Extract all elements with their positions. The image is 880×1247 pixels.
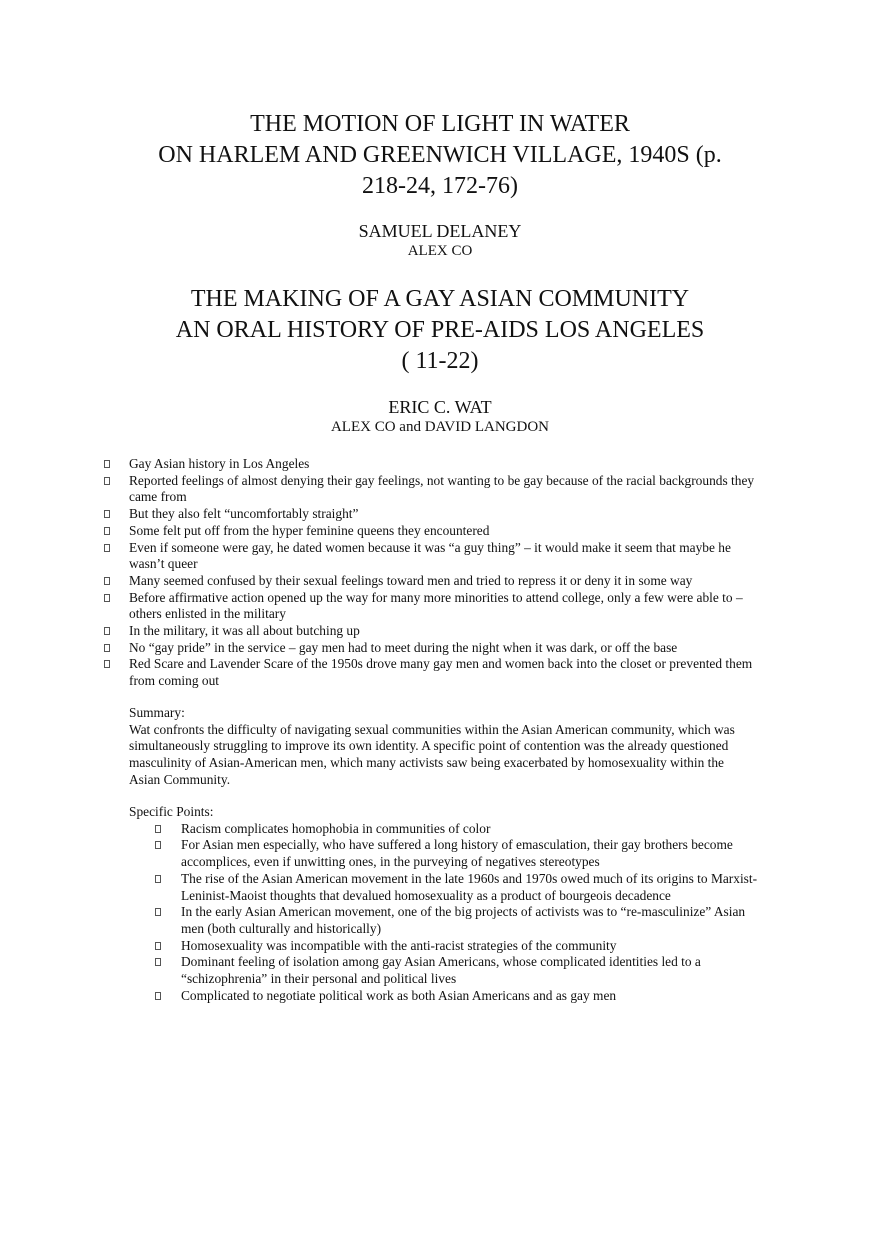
list-item: [104, 540, 764, 573]
list-item: [104, 573, 764, 590]
bullet-text: Some felt put off from the hyper feminine queens they encountered: [129, 522, 490, 538]
list-item: [104, 640, 764, 657]
bullet-box-icon: [155, 875, 161, 883]
bullet-box-icon: [104, 627, 110, 635]
bullet-box-icon: [104, 477, 110, 485]
author-2: ERIC C. WAT: [388, 397, 492, 417]
bullet-box-icon: [155, 825, 161, 833]
summary-text: Wat confronts the difficulty of navigating sexual communities within the Asian American community, which was simultaneously struggling to improve its own identity. A specific point of contention was the already questioned masculinity of Asian-American men, which many activists saw being exacerbated by homosexuality within the Asian Community.: [129, 721, 735, 787]
bullet-text: Many seemed confused by their sexual feelings toward men and tried to repress it or deny it in some way: [129, 572, 693, 588]
title-2-line: ( 11-22): [401, 348, 479, 374]
bullet-box-icon: [155, 841, 161, 849]
bullet-box-icon: [104, 594, 110, 602]
list-item: [155, 988, 769, 1005]
title-1-line: ON HARLEM AND GREENWICH VILLAGE, 1940S (p.: [158, 142, 722, 168]
bullet-box-icon: [104, 644, 110, 652]
list-item: [155, 954, 769, 987]
list-item: [104, 523, 764, 540]
list-item: [104, 473, 764, 506]
specific-point-text: Dominant feeling of isolation among gay Asian Americans, whose complicated identities led to a “schizophrenia” in their personal and political lives: [181, 954, 701, 987]
bullet-box-icon: [104, 544, 110, 552]
title-1-line: 218-24, 172-76): [362, 173, 518, 199]
bullet-text: Gay Asian history in Los Angeles: [129, 456, 310, 471]
bullet-text: Even if someone were gay, he dated women because it was “a guy thing” – it would make it seem that maybe he wasn’t queer: [129, 539, 731, 572]
specific-point-text: Homosexuality was incompatible with the anti-racist strategies of the community: [181, 937, 617, 953]
bullet-text: But they also felt “uncomfortably straight”: [129, 506, 359, 522]
bullet-box-icon: [104, 510, 110, 518]
specific-point-text: Racism complicates homophobia in communities of color: [181, 820, 491, 836]
notes-bullet-list: [104, 456, 764, 690]
specific-point-text: The rise of the Asian American movement in the late 1960s and 1970s owed much of its origins to Marxist-Leninist-Maoist thoughts that devalued homosexuality as a product of bourgeois decadence: [181, 870, 758, 903]
summary-section: [129, 705, 749, 789]
presenter-2: ALEX CO and DAVID LANGDON: [330, 419, 550, 435]
list-item: [104, 456, 764, 473]
list-item: [155, 821, 769, 838]
specific-points-label: Specific Points:: [129, 804, 214, 819]
summary-label: Summary:: [129, 705, 185, 720]
presenter-1: ALEX CO: [407, 243, 473, 259]
bullet-box-icon: [104, 460, 110, 468]
list-item: [104, 623, 764, 640]
list-item: [104, 590, 764, 623]
list-item: [104, 656, 764, 689]
specific-point-text: For Asian men especially, who have suffered a long history of emasculation, their gay brothers become accomplices, even if unwitting ones, in the purveying of negatives stereotypes: [181, 837, 733, 870]
title-1-line: THE MOTION OF LIGHT IN WATER: [250, 111, 630, 137]
list-item: [104, 506, 764, 523]
list-item: [155, 837, 769, 870]
bullet-text: In the military, it was all about butching up: [129, 623, 360, 639]
specific-points-list: [155, 821, 769, 1005]
bullet-box-icon: [155, 942, 161, 950]
author-1: SAMUEL DELANEY: [358, 221, 522, 241]
bullet-box-icon: [155, 958, 161, 966]
title-2-line: AN ORAL HISTORY OF PRE-AIDS LOS ANGELES: [175, 317, 705, 343]
bullet-text: Reported feelings of almost denying their gay feelings, not wanting to be gay because of the racial backgrounds they came from: [129, 472, 755, 505]
specific-point-text: In the early Asian American movement, one of the big projects of activists was to “re-masculinize” Asian men (both culturally and historically): [181, 904, 746, 936]
bullet-box-icon: [155, 992, 161, 1000]
bullet-text: Red Scare and Lavender Scare of the 1950s drove many gay men and women back into the closet or prevented them from coming out: [129, 656, 753, 689]
list-item: [155, 938, 769, 955]
bullet-text: No “gay pride” in the service – gay men had to meet during the night when it was dark, or off the base: [129, 639, 678, 655]
title-2-line: THE MAKING OF A GAY ASIAN COMMUNITY: [190, 286, 690, 312]
bullet-box-icon: [104, 660, 110, 668]
bullet-box-icon: [104, 577, 110, 585]
bullet-box-icon: [104, 527, 110, 535]
title-2: [0, 284, 880, 377]
list-item: [155, 904, 769, 937]
specific-points-section: [129, 804, 769, 1004]
title-1: [0, 109, 880, 202]
bullet-box-icon: [155, 908, 161, 916]
specific-point-text: Complicated to negotiate political work as both Asian Americans and as gay men: [181, 987, 617, 1003]
bullet-text: Before affirmative action opened up the way for many more minorities to attend college, only a few were able to – others enlisted in the military: [129, 589, 743, 622]
list-item: [155, 871, 769, 904]
